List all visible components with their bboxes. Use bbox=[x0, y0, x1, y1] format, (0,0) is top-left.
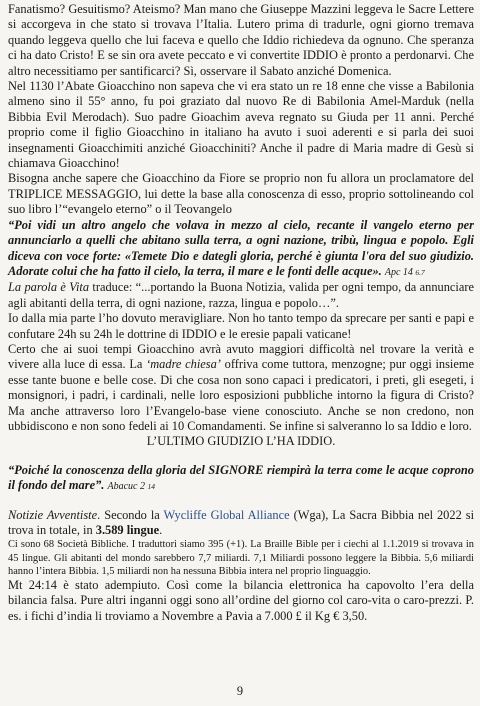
quote-apocalisse bbox=[8, 218, 474, 281]
paragraph-statistiche: Ci sono 68 Società Bibliche. I traduttori siamo 395 (+1). La Braille Bible per i ciechi al 1.1.2019 si trovava in 45 lingue. Gli abitanti del mondo sarebbero 7,7 miliardi. 7,1 Miliardi possono leggere la Bibbia. 5,6 miliardi hanno l’intera Bibbia. 1,5 miliardi non ha nessuna Bibbia intera nel proprio linguaggio. bbox=[8, 539, 474, 577]
paragraph-abate-gioacchino: Nel 1130 l’Abate Gioacchino non sapeva che vi era stato un re 18 enne che visse a Babilonia almeno sino il 55° anno, fu poi graziato dal nuovo Re di Babilonia Amel-Marduk (nella Bibbia Evil Merodach). Suo padre Gioachim aveva regnato su Giuda per 11 anni. Perché proprio come il figlio Gioacchino in italiano ha avuto i suoi aderenti e si parla dei suoi insegnamenti Gioacchimiti anziché Gioacchiniti? Anche il padre di Maria madre di Gesù si chiamava Gioacchino! bbox=[8, 79, 474, 171]
quote-abacuc-text: “Poiché la conoscenza della gloria del SIGNORE riempirà la terra come le acque coprono il fondo del mare”. bbox=[8, 462, 474, 493]
paragraph-fanatismo: Fanatismo? Gesuitismo? Ateismo? Man mano che Giuseppe Mazzini leggeva le Sacre Lettere si accorgeva in che stato si trovava l’Italia. Lutero prima di tradurle, ogni giorno tremava quando leggeva quello che lui faceva e quello che Iddio richiedeva da ognuno. Che speranza ci ha dato Cristo! E se sin ora avete peccato e vi convertite IDDIO è pronto a perdonarvi. Che altro necessitiamo per santificarci? Sì, osservare il Sabato anziché Domenica. bbox=[8, 2, 474, 78]
paragraph-mt-24-14: Mt 24:14 è stato adempiuto. Così come la bilancia elettronica ha capovolto l’era della bilancia falsa. Pure altri inganni oggi sono all’ordine del giorno col caro-vita o caro-prezzi. P. es. i fichi d’india li troviamo a Novembre a Pavia a 7.000 £ il Kg € 3,50. bbox=[8, 578, 474, 623]
quote-abacuc bbox=[8, 463, 474, 495]
notizie-label: Notizie Avventiste bbox=[8, 507, 98, 522]
source-label: La parola è Vita bbox=[8, 280, 90, 295]
paragraph-madre-chiesa: Certo che ai suoi tempi Gioacchino avrà avuto maggiori difficoltà nel trovare la verità e vivere alla luce di essa. La ‘madre chiesa’ offriva come tuttora, menzogne; pur oggi insieme esse tante buone e belle cose. Di che cosa non sono capaci i predicatori, i preti, gli esegeti, i monsignori, i padri, i cardinali, nelle loro esposizioni pubbliche intorno la figura di Cristo? Ma anche attraverso loro l’Evangelo-base viene conosciuto. Anche se non credono, non ubbidiscono e non sono fedeli ai 10 Comandamenti. Se infine si salveranno lo sa Iddio e loro. bbox=[8, 341, 474, 433]
paragraph-meravigliare: Io dalla mia parte l’ho dovuto meravigliare. Non ho tanto tempo da sprecare per santi e papi e confutare 24h su 24h le dottrine di IDDIO e le eresie papali vaticane! bbox=[8, 311, 474, 341]
paragraph-gioacchino-da-fiore: Bisogna anche sapere che Gioacchino da Fiore se proprio non fu allora un proclamatore del TRIPLICE MESSAGGIO, lui dette la base alla conoscenza di esso, proprio sottolineando col suo libro l’“evangelo eterno” o il Teovangelo bbox=[8, 171, 474, 217]
lingue-count: 3.589 lingue bbox=[95, 523, 160, 537]
spacer bbox=[8, 495, 474, 508]
body-text bbox=[8, 2, 474, 624]
paragraph-notizie-avventiste: Notizie Avventiste. Secondo la Wycliffe Global Alliance (Wga), La Sacra Bibbia nel 2022 si trova in totale, in 3.589 lingue. bbox=[8, 507, 475, 537]
spacer bbox=[8, 450, 474, 463]
ultimo-giudizio-heading: L’ULTIMO GIUDIZIO L’HA IDDIO. bbox=[146, 434, 336, 449]
quote-apocalisse-ref: Apc 14 6.7 bbox=[384, 266, 425, 278]
paragraph-parola-vita: La parola è Vita traduce: “...portando la Buona Notizia, valida per ogni tempo, da annunciare agli abitanti della terra, di ogni nazione, razza, lingua e popolo…”. bbox=[8, 280, 474, 310]
wycliffe-link[interactable]: Wycliffe Global Alliance bbox=[163, 507, 290, 522]
madre-chiesa-emphasis: ‘madre chiesa’ bbox=[146, 357, 221, 372]
page-number: 9 bbox=[236, 684, 244, 698]
quote-apocalisse-text: “Poi vidi un altro angelo che volava in mezzo al cielo, recante il vangelo eterno per annunciarlo a quelli che abitano sulla terra, a ogni nazione, tribù, lingua e popolo. Egli diceva con voce forte: «Temete Dio e dategli gloria, perché è giunta l'ora del suo giudizio. Adorate colui che ha fatto il cielo, la terra, il mare e le fonti delle acque». bbox=[8, 217, 474, 278]
quote-abacuc-ref: Abacuc 2 14 bbox=[107, 481, 155, 493]
